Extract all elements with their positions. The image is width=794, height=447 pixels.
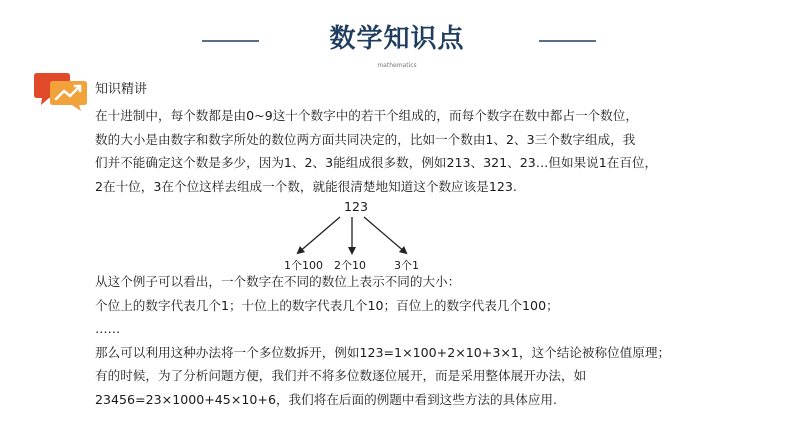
diagram-tens-label: 2个10 <box>334 259 366 272</box>
page-title: 数学知识点 <box>329 24 465 54</box>
body-line: 个位上的数字代表几个1；十位上的数字代表几个10；百位上的数字代表几个100； <box>95 297 559 313</box>
chat-bubbles-trend-icon <box>33 69 89 111</box>
body-line: 23456=23×1000+45×10+6，我们将在后面的例题中看到这些方法的具体应用. <box>95 391 558 407</box>
diagram-hundreds-label: 1个100 <box>284 259 323 272</box>
intro-line: 们并不能确定这个数是多少，因为1、2、3能组成很多数，例如213、321、23…但如果说1在百位， <box>95 155 658 170</box>
body-line: 从这个例子可以看出，一个数字在不同的数位上表示不同的大小： <box>95 274 461 289</box>
intro-line: 2在十位，3在个位这样去组成一个数，就能很清楚地知道这个数应该是123. <box>95 178 517 194</box>
body-line: …… <box>95 321 121 336</box>
arrow-to-hundreds <box>298 217 340 253</box>
page-subtitle: mathematics <box>377 62 417 69</box>
body-line: 有的时候，为了分析问题方便，我们并不将多位数逐位展开，而是采用整体展开办法，如 <box>95 368 587 383</box>
section-label: 知识精讲 <box>95 82 148 97</box>
intro-line: 在十进制中，每个数都是由0~9这十个数字中的若干个组成的，而每个数字在数中都占一个数位， <box>95 108 638 123</box>
intro-line: 数的大小是由数字和数字所处的数位两方面共同决定的，比如一个数由1、2、3三个数字组成，我 <box>95 131 636 147</box>
diagram-root-number: 123 <box>343 199 369 214</box>
body-line: 那么可以利用这种办法将一个多位数拆开，例如123=1×100+2×10+3×1，这个结论被称位值原理； <box>95 344 671 360</box>
diagram-ones-label: 3个1 <box>394 259 419 272</box>
place-value-diagram <box>270 197 440 277</box>
intro-paragraph <box>95 104 657 198</box>
body-paragraph <box>95 270 670 411</box>
arrow-to-ones <box>364 217 406 253</box>
